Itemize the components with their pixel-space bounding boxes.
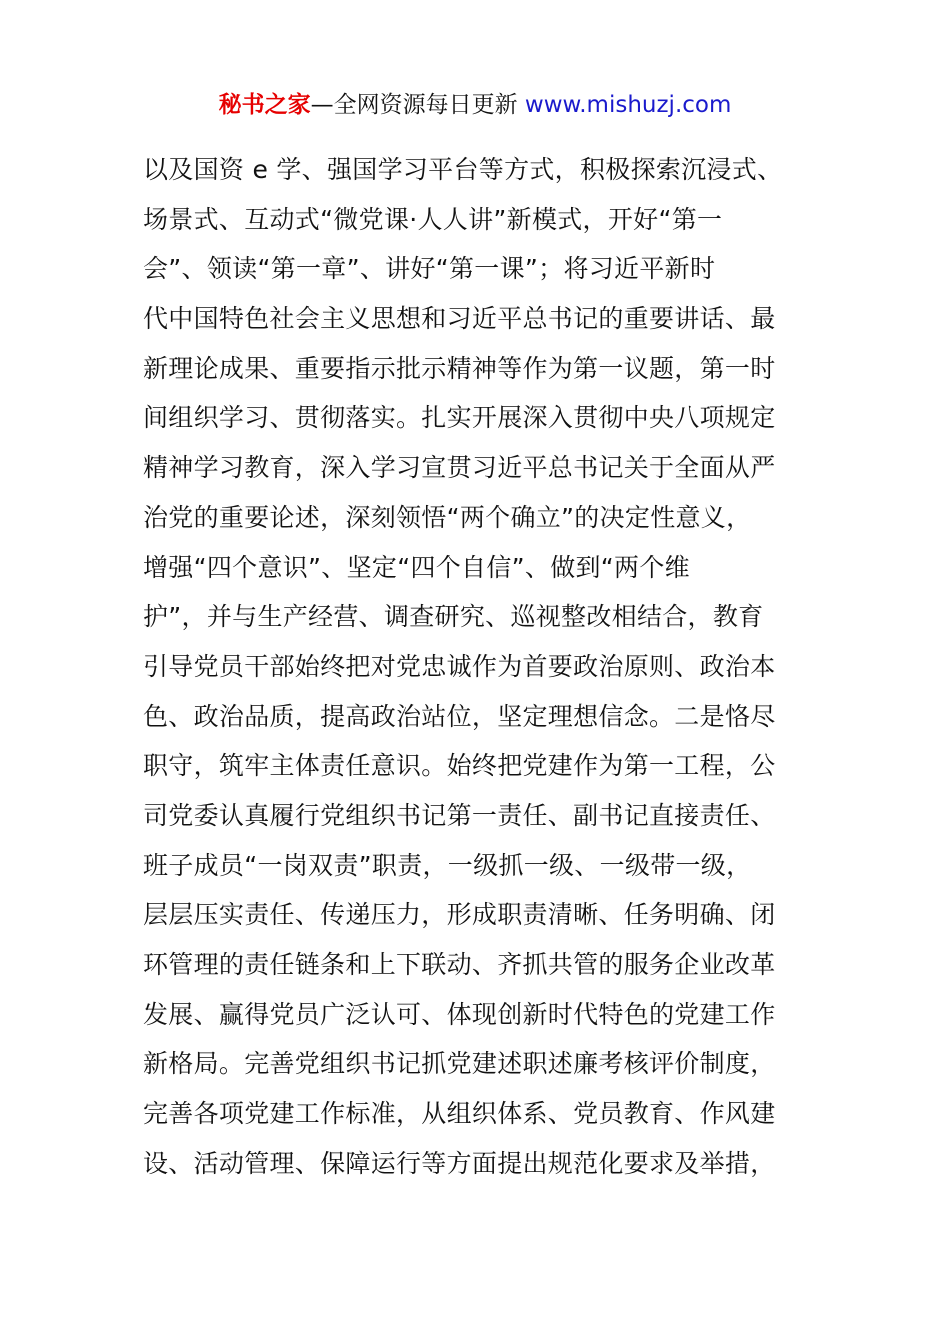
text-line: 色、政治品质，提高政治站位，坚定理想信念。二是恪尽	[143, 701, 776, 731]
header-tagline: —全网资源每日更新	[310, 92, 525, 118]
text-line: 精神学习教育，深入学习宣贯习近平总书记关于全面从严	[143, 453, 776, 483]
text-line: 新格局。完善党组织书记抓党建述职述廉考核评价制度，	[143, 1049, 776, 1079]
page-header	[0, 88, 950, 122]
brand-name: 秘书之家	[218, 92, 311, 118]
text-line: 完善各项党建工作标准，从组织体系、党员教育、作风建	[143, 1099, 776, 1129]
text-line: 新理论成果、重要指示批示精神等作为第一议题，第一时	[143, 353, 776, 383]
site-link[interactable]: www.mishuzj.com	[524, 92, 732, 118]
text-line: 设、活动管理、保障运行等方面提出规范化要求及举措，	[143, 1148, 776, 1178]
text-line: 会”、领读“第一章”、讲好“第一课”；将习近平新时	[143, 254, 716, 284]
text-line: 发展、赢得党员广泛认可、体现创新时代特色的党建工作	[143, 999, 776, 1029]
text-line: 班子成员“一岗双责”职责，一级抓一级、一级带一级，	[143, 850, 752, 880]
text-line: 职守，筑牢主体责任意识。始终把党建作为第一工程，公	[143, 751, 776, 781]
text-line: 增强“四个意识”、坚定“四个自信”、做到“两个维	[143, 552, 690, 582]
text-line: 代中国特色社会主义思想和习近平总书记的重要讲话、最	[143, 304, 776, 334]
text-line: 司党委认真履行党组织书记第一责任、副书记直接责任、	[143, 800, 776, 830]
text-line: 治党的重要论述，深刻领悟“两个确立”的决定性意义，	[143, 502, 752, 532]
text-line: 环管理的责任链条和上下联动、齐抓共管的服务企业改革	[143, 950, 776, 979]
text-line: 场景式、互动式“微党课·人人讲”新模式，开好“第一	[143, 204, 723, 234]
document-body	[143, 145, 815, 1188]
text-line: 间组织学习、贯彻落实。扎实开展深入贯彻中央八项规定	[143, 403, 776, 433]
text-line: 层层压实责任、传递压力，形成职责清晰、任务明确、闭	[143, 900, 776, 930]
text-line: 护”，并与生产经营、调查研究、巡视整改相结合，教育	[143, 602, 764, 632]
text-line: 引导党员干部始终把对党忠诚作为首要政治原则、政治本	[143, 651, 776, 681]
text-line: 以及国资 e 学、强国学习平台等方式，积极探索沉浸式、	[143, 155, 783, 184]
